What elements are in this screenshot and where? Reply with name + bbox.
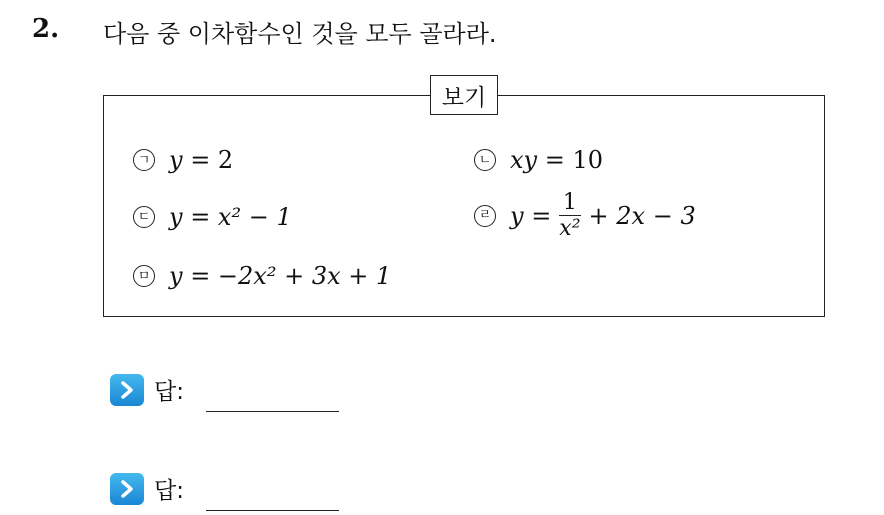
choice-marker: ㄹ <box>474 205 496 227</box>
choices-box-title: 보기 <box>430 75 498 115</box>
choice-marker: ㄴ <box>474 149 496 171</box>
answer-label: 답: <box>154 478 184 504</box>
choice-item-2 <box>474 146 603 174</box>
chevron-right-icon <box>110 374 144 406</box>
answer-row-2 <box>110 472 339 505</box>
choice-marker: ㄱ <box>133 149 155 171</box>
choice-item-5 <box>133 262 391 290</box>
answer-blank[interactable] <box>206 509 339 511</box>
fraction <box>557 190 582 242</box>
choice-expression-prefix: y = <box>510 201 552 230</box>
fraction-numerator: 1 <box>559 190 581 216</box>
choice-item-1 <box>133 146 233 174</box>
chevron-right-icon <box>110 473 144 505</box>
choice-expression: y = 2 <box>169 146 234 174</box>
choice-marker: ㄷ <box>133 206 155 228</box>
choice-marker: ㅁ <box>133 265 155 287</box>
answer-row-1 <box>110 373 339 406</box>
question-text: 다음 중 이차함수인 것을 모두 골라라. <box>103 20 497 48</box>
choice-item-4 <box>474 190 696 242</box>
choice-expression: y = x² − 1 <box>169 203 292 231</box>
fraction-denominator: x² <box>559 216 581 242</box>
question-number: 2. <box>32 14 60 44</box>
choice-expression-suffix: + 2x − 3 <box>588 201 696 230</box>
answer-label: 답: <box>154 379 184 405</box>
answer-blank[interactable] <box>206 410 339 412</box>
choice-expression: y = −2x² + 3x + 1 <box>169 262 392 290</box>
choice-item-3 <box>133 203 292 231</box>
choice-expression: xy = 10 <box>510 146 603 174</box>
